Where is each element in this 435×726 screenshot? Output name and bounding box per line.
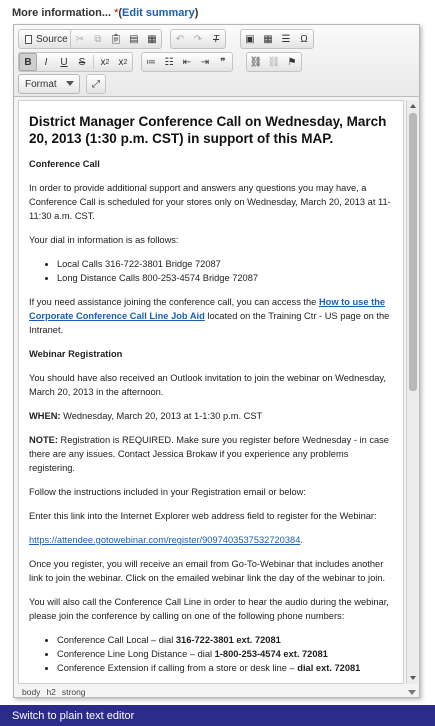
toolbar-group-history — [170, 29, 226, 49]
switch-label: Switch to plain text editor — [12, 709, 135, 722]
scrollbar-thumb[interactable] — [409, 113, 417, 391]
blockquote-icon[interactable]: ❞ — [220, 56, 226, 68]
paste-icon[interactable]: 📋︎ — [109, 33, 123, 45]
table-icon[interactable]: ▦ — [263, 33, 273, 45]
chevron-down-icon — [66, 81, 74, 86]
superscript-icon[interactable]: x 2 — [118, 56, 128, 68]
edit-summary-close: ) — [194, 7, 199, 19]
anchor-flag-icon[interactable]: ⚑ — [287, 56, 297, 68]
increase-indent-icon[interactable]: ⇥ — [200, 56, 210, 68]
list-item: • Long Distance Calls 800-253-4574 Bridge 72087 — [57, 271, 393, 285]
paragraph: If you need assistance joining the conference call, you can access the How to use the Corporate Conference Call Line Job Aid located on the Training Ctr - US page on the Intranet. — [29, 297, 390, 335]
format-dropdown-label: Format — [25, 78, 57, 90]
maximize-icon[interactable]: ⤢ — [92, 78, 100, 90]
paragraph: WHEN: Wednesday, March 20, 2013 at 1-1:30 p.m. CST — [29, 411, 263, 421]
underline-icon[interactable]: U — [60, 56, 68, 68]
editor-content[interactable] — [18, 100, 404, 684]
paste-word-icon[interactable]: ▦ — [147, 33, 157, 45]
toolbar-group-source — [18, 29, 75, 49]
undo-icon[interactable]: ↶ — [175, 33, 185, 45]
job-aid-link[interactable]: How to use the Corporate Conference Call Line Job Aid — [29, 297, 386, 321]
paragraph: Enter this link into the Internet Explorer web address field to register for the Webinar: — [29, 511, 377, 521]
path-item-h2[interactable]: h2 — [46, 686, 56, 697]
paragraph: NOTE: Registration is REQUIRED. Make sure you register before Wednesday - in case there are any issues. Contact Jessica Brokaw if you experience any problems registering. — [29, 435, 389, 473]
phone-list — [29, 633, 393, 675]
format-dropdown[interactable] — [18, 74, 80, 94]
paragraph: You should have also received an Outlook invitation to join the webinar on Wednesday, March 20, 2013 in the afternoon. — [29, 373, 386, 397]
path-item-body[interactable]: body — [22, 686, 41, 697]
list-item: • Conference Line Long Distance – dial 1-800-253-4574 ext. 72081 — [57, 647, 393, 661]
source-icon — [25, 35, 32, 44]
copy-icon[interactable]: ⧉ — [94, 33, 102, 45]
dial-in-list — [29, 257, 393, 285]
editor-toolbar — [14, 25, 419, 97]
arrow-down-icon — [410, 676, 416, 680]
toolbar-group-clipboard — [70, 29, 162, 49]
element-path-bar — [14, 686, 419, 697]
path-item-strong[interactable]: strong — [61, 686, 86, 697]
italic-icon[interactable]: I — [44, 56, 48, 68]
scroll-up-arrow[interactable] — [407, 100, 419, 112]
unlink-icon[interactable]: ⛓ — [267, 56, 281, 68]
paragraph: https://attendee.gotowebinar.com/register/9097403537532720384. — [29, 535, 303, 545]
paragraph: You will also call the Conference Call Line in order to hear the audio during the webinar, please join the conference by calling on one of the following phone numbers: — [29, 597, 389, 621]
list-item: • Conference Call Local – dial 316-722-3801 ext. 72081 — [57, 633, 393, 647]
scroll-down-arrow[interactable] — [407, 672, 419, 684]
toolbar-group-paragraph — [141, 52, 233, 72]
numbered-list-icon[interactable]: ≔ — [146, 56, 156, 68]
rich-text-editor — [13, 24, 420, 698]
paragraph: Your dial in information is as follows: — [29, 235, 179, 245]
list-item: • Conference Extension if calling from a store or desk line – dial ext. 72081 — [57, 661, 393, 675]
toolbar-group-basic-styles — [18, 52, 133, 72]
special-char-icon[interactable]: Ω — [300, 33, 308, 45]
toolbar-group-links — [246, 52, 302, 72]
paragraph: In order to provide additional support and answers any questions you may have, a Conference Call is scheduled for your stores only on Wednesday, March 20, 2013 at 11-11:30 a.m. CST. — [29, 183, 391, 221]
decrease-indent-icon[interactable]: ⇤ — [182, 56, 192, 68]
content-title: District Manager Conference Call on Wednesday, March 20, 2013 (1:30 p.m. CST) in support of this MAP. — [29, 114, 387, 146]
bold-icon[interactable]: B — [19, 53, 37, 71]
link-icon[interactable]: ⛓ — [249, 56, 263, 68]
list-item: • Local Calls 316-722-3801 Bridge 72087 — [57, 257, 393, 271]
horizontal-rule-icon[interactable]: ☰ — [281, 33, 291, 45]
vertical-scrollbar[interactable] — [406, 100, 418, 684]
cut-icon[interactable]: ✂ — [75, 33, 85, 45]
switch-to-plain-text-button[interactable] — [0, 705, 435, 726]
resize-handle-icon[interactable] — [408, 690, 416, 695]
edit-summary-open: ( — [118, 7, 123, 19]
source-button[interactable] — [19, 30, 74, 48]
bulleted-list-icon[interactable]: ☷ — [164, 56, 174, 68]
arrow-up-icon — [410, 104, 416, 108]
required-mark: * — [114, 7, 119, 19]
field-label-row — [12, 7, 198, 19]
remove-format-icon[interactable]: T — [212, 33, 220, 45]
redo-icon[interactable]: ↷ — [193, 33, 203, 45]
edit-summary-link[interactable]: Edit summary — [122, 7, 195, 19]
paragraph: Once you register, you will receive an email from Go-To-Webinar that includes another link to join the webinar. Click on the emailed webinar link the day of the webinar to join. — [29, 559, 386, 583]
subscript-icon[interactable]: x 2 — [100, 56, 110, 68]
image-icon[interactable]: ▣ — [245, 33, 255, 45]
toolbar-group-tools — [86, 74, 106, 94]
source-button-label: Source — [36, 33, 68, 45]
strikethrough-icon[interactable]: S — [78, 56, 86, 68]
field-label: More information... — [12, 7, 111, 19]
section-heading-webinar-registration: Webinar Registration — [29, 349, 123, 359]
paragraph: Follow the instructions included in your Registration email or below: — [29, 487, 306, 497]
paste-text-icon[interactable]: ▤ — [129, 33, 139, 45]
section-heading-conference-call: Conference Call — [29, 159, 100, 169]
register-link[interactable]: https://attendee.gotowebinar.com/register/9097403537532720384 — [29, 535, 301, 545]
toolbar-group-insert — [240, 29, 314, 49]
